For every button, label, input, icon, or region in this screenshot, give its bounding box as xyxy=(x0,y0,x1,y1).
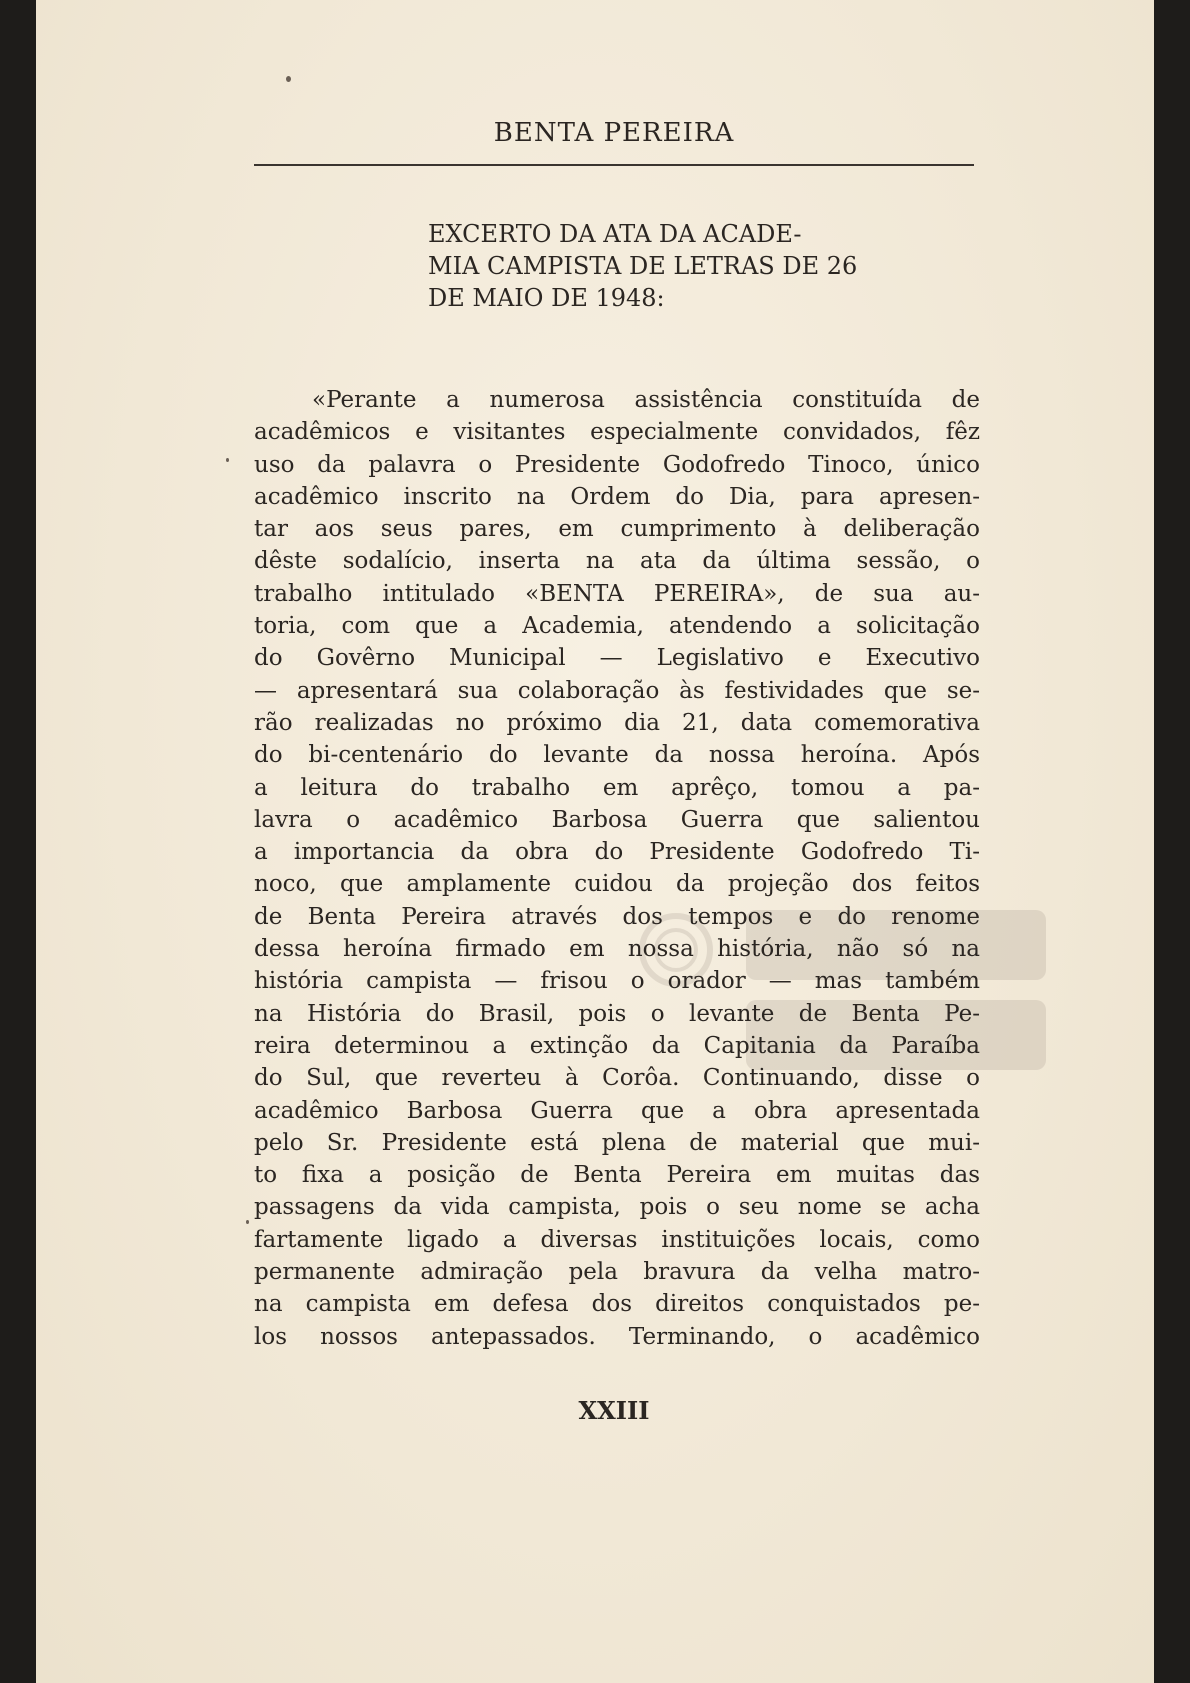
text-line: acadêmico inscrito na Ordem do Dia, para apresen- xyxy=(254,483,980,510)
ink-speck xyxy=(226,458,229,462)
text-line: — apresentará sua colaboração às festividades que se- xyxy=(254,677,980,704)
text-line: do Sul, que reverteu à Corôa. Continuando, disse o xyxy=(254,1065,980,1092)
page-number: XXIII xyxy=(578,1396,650,1425)
running-header: BENTA PEREIRA xyxy=(493,118,735,148)
text-line: na História do Brasil, pois o levante de Benta Pe- xyxy=(254,1000,980,1027)
text-line: acadêmico Barbosa Guerra que a obra apresentada xyxy=(254,1097,980,1124)
text-line: fartamente ligado a diversas instituições locais, como xyxy=(254,1226,980,1253)
text-line: los nossos antepassados. Terminando, o acadêmico xyxy=(254,1323,980,1350)
text-line: do Govêrno Municipal — Legislativo e Executivo xyxy=(254,645,980,672)
section-heading xyxy=(428,218,980,314)
text-line: a importancia da obra do Presidente Godofredo Ti- xyxy=(254,839,980,866)
ink-speck xyxy=(286,76,291,82)
text-line: do bi-centenário do levante da nossa heroína. Após xyxy=(254,742,980,769)
text-line: tar aos seus pares, em cumprimento à deliberação xyxy=(254,516,980,543)
text-line: noco, que amplamente cuidou da projeção dos feitos xyxy=(254,871,980,898)
text-line: acadêmicos e visitantes especialmente convidados, fêz xyxy=(254,419,980,446)
book-page xyxy=(36,0,1154,1683)
text-line: rão realizadas no próximo dia 21, data comemorativa xyxy=(254,709,980,736)
text-line: dêste sodalício, inserta na ata da última sessão, o xyxy=(254,548,980,575)
text-line: passagens da vida campista, pois o seu nome se acha xyxy=(254,1194,980,1221)
text-line: to fixa a posição de Benta Pereira em muitas das xyxy=(254,1162,980,1189)
text-line: história campista — frisou o orador — mas também xyxy=(254,968,980,995)
ink-speck xyxy=(246,1220,249,1224)
body-text xyxy=(254,384,980,1353)
header-rule xyxy=(254,164,974,166)
text-line: pelo Sr. Presidente está plena de material que mui- xyxy=(254,1129,980,1156)
text-line: «Perante a numerosa assistência constituída de xyxy=(312,387,980,413)
text-line: lavra o acadêmico Barbosa Guerra que salientou xyxy=(254,806,980,833)
text-line: trabalho intitulado «BENTA PEREIRA», de sua au- xyxy=(254,580,980,607)
text-line: na campista em defesa dos direitos conquistados pe- xyxy=(254,1291,980,1318)
text-line: de Benta Pereira através dos tempos e do renome xyxy=(254,903,980,930)
text-line: toria, com que a Academia, atendendo a solicitação xyxy=(254,613,980,640)
heading-line: MIA CAMPISTA DE LETRAS DE 26 xyxy=(428,252,858,280)
text-line: permanente admiração pela bravura da velha matro- xyxy=(254,1259,980,1286)
text-line: a leitura do trabalho em aprêço, tomou a pa- xyxy=(254,774,980,801)
text-line: dessa heroína firmado em nossa história, não só na xyxy=(254,936,980,963)
heading-line: DE MAIO DE 1948: xyxy=(428,284,665,312)
text-line: reira determinou a extinção da Capitania da Paraíba xyxy=(254,1032,980,1059)
heading-line: EXCERTO DA ATA DA ACADE- xyxy=(428,220,802,248)
text-line: uso da palavra o Presidente Godofredo Tinoco, único xyxy=(254,451,980,478)
